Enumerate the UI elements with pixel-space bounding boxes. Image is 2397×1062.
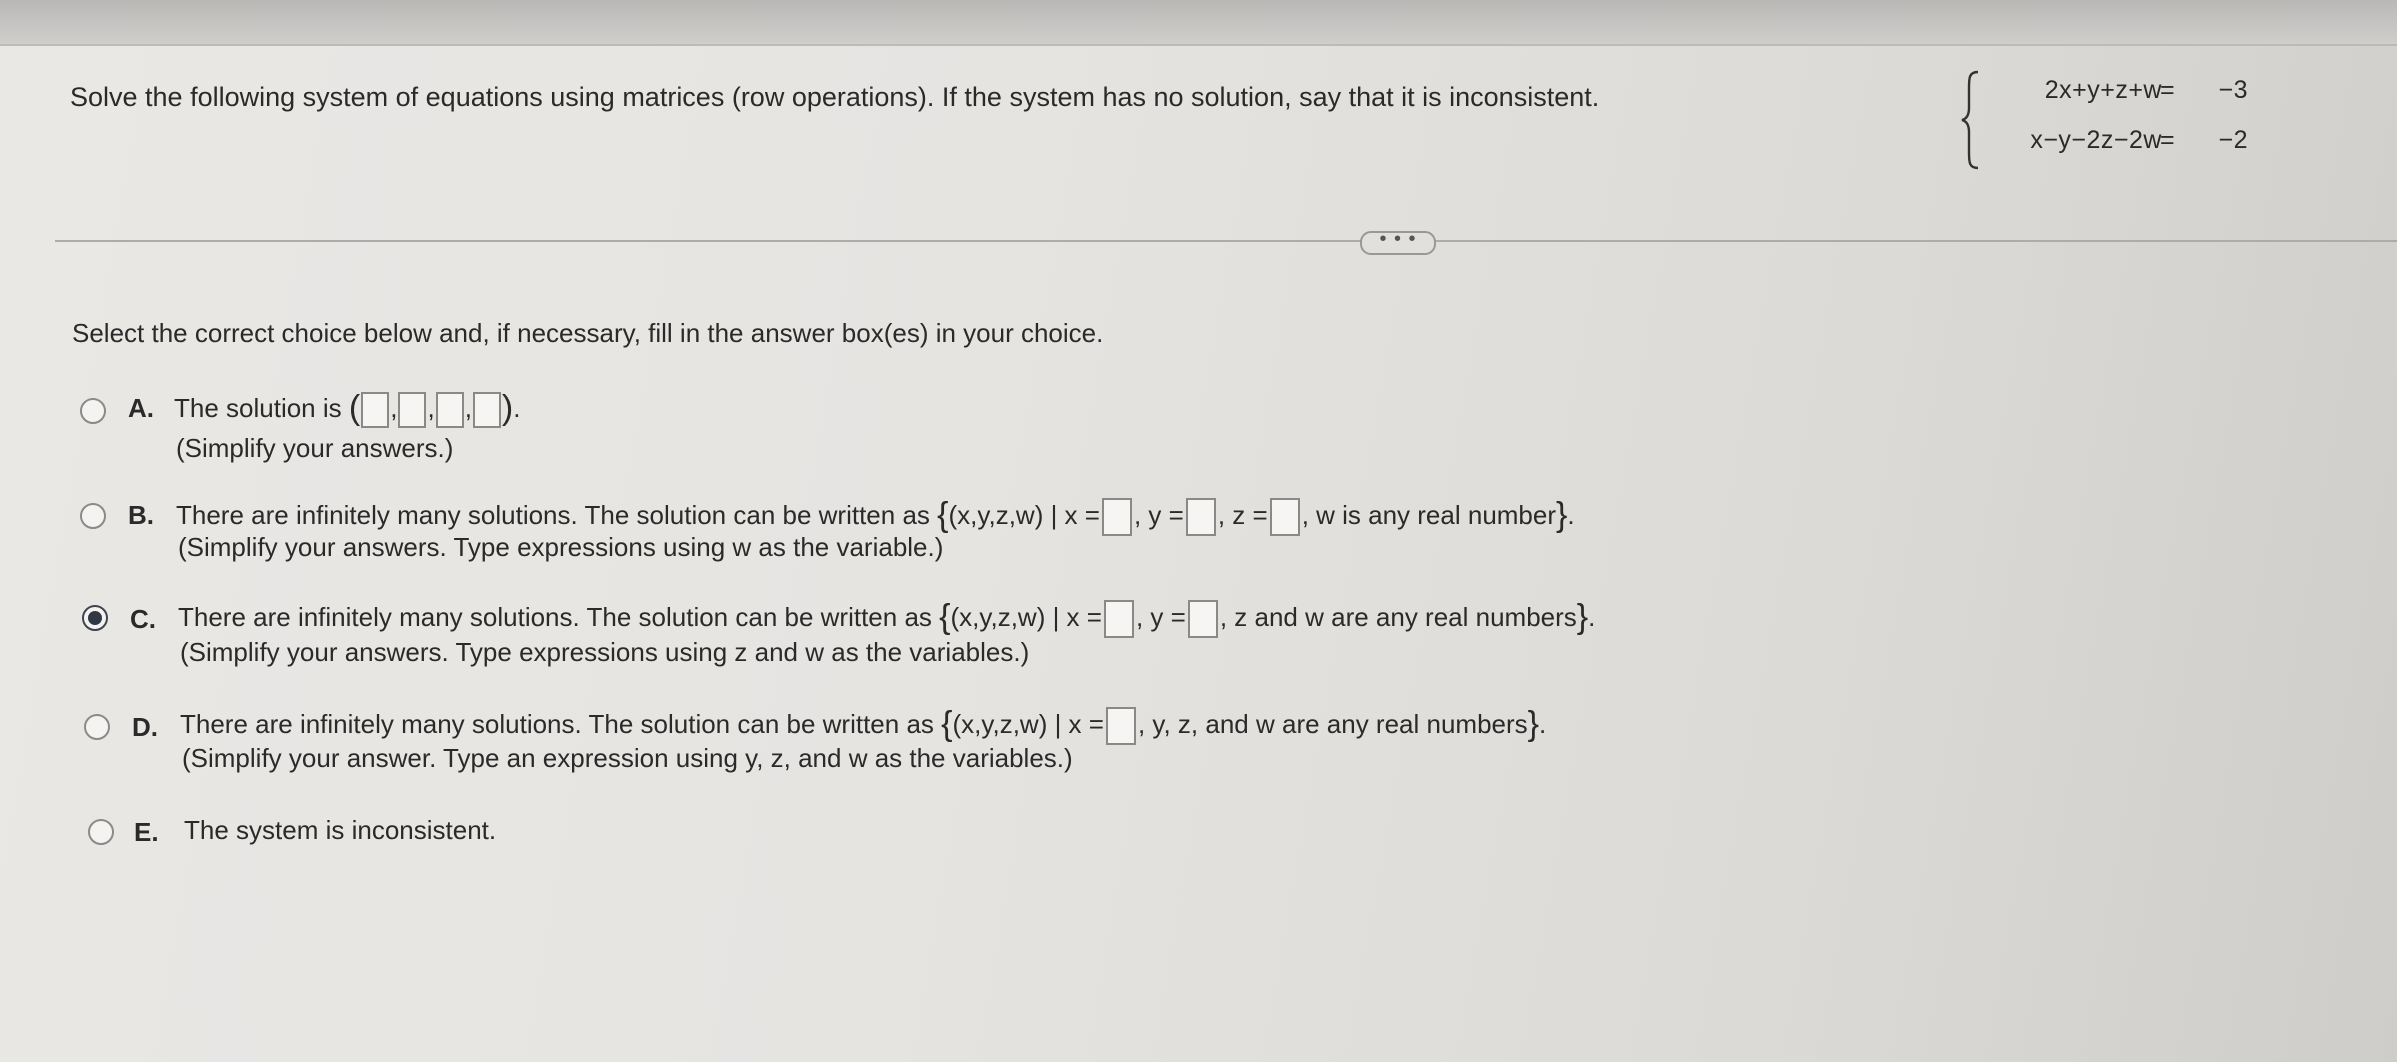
expand-more-button[interactable]: • • • <box>1360 231 1436 255</box>
choice-c-lead: There are infinitely many solutions. The solution can be written as <box>178 602 932 632</box>
radio-d[interactable] <box>84 714 110 740</box>
set-tail: , z and w are any real numbers <box>1219 602 1577 632</box>
choice-c-text: There are infinitely many solutions. The solution can be written as {(x,y,z,w) | x = , y = , z and w are any real numbers}. <box>178 598 1595 638</box>
answer-box-x[interactable] <box>1102 498 1132 536</box>
answer-box-y[interactable] <box>1188 600 1218 638</box>
choice-b-hint: (Simplify your answers. Type expressions using w as the variable.) <box>178 532 944 562</box>
equation-system <box>1960 70 2290 170</box>
section-divider <box>55 240 2397 242</box>
open-brace: { <box>937 496 949 534</box>
z-label: , z = <box>1217 500 1268 530</box>
choice-b-lead: There are infinitely many solutions. The solution can be written as <box>176 500 930 530</box>
choice-letter: A. <box>128 393 154 423</box>
equation-row-2 <box>1932 126 2292 156</box>
answer-box-y[interactable] <box>1186 498 1216 536</box>
choice-c-hint: (Simplify your answers. Type expressions using z and w as the variables.) <box>180 637 1030 667</box>
open-brace: { <box>939 598 951 636</box>
radio-b[interactable] <box>80 503 106 529</box>
choice-letter: E. <box>134 817 159 847</box>
choice-letter: D. <box>132 712 158 742</box>
choice-a-lead: The solution is <box>174 393 342 423</box>
instructions: Select the correct choice below and, if necessary, fill in the answer box(es) in your choice. <box>72 318 1104 348</box>
answer-box-z[interactable] <box>436 392 464 428</box>
close-brace: } <box>1556 496 1568 534</box>
choice-b-text: There are infinitely many solutions. The solution can be written as {(x,y,z,w) | x = , y = , z = , w is any real number}. <box>176 496 1575 536</box>
choice-d-hint: (Simplify your answer. Type an expression using y, z, and w as the variables.) <box>182 743 1073 773</box>
open-brace: { <box>941 705 953 743</box>
set-head: (x,y,z,w) | x = <box>948 500 1100 530</box>
choice-d-lead: There are infinitely many solutions. The solution can be written as <box>180 709 934 739</box>
browser-top-strip <box>0 0 2397 44</box>
equals-sign: = <box>2160 76 2176 104</box>
set-head: (x,y,z,w) | x = <box>950 602 1102 632</box>
equation-rhs: −3 <box>2218 76 2248 104</box>
close-paren: ) <box>501 389 514 427</box>
choice-a-text: The solution is ( , , , ). <box>174 389 521 427</box>
close-brace: } <box>1576 598 1589 636</box>
answer-box-x[interactable] <box>1106 707 1136 745</box>
choice-d-text: There are infinitely many solutions. The solution can be written as {(x,y,z,w) | x = , y, z, and w are any real numbers}. <box>180 705 1546 745</box>
answer-box-z[interactable] <box>1270 498 1300 536</box>
answer-box-x[interactable] <box>361 392 389 428</box>
set-tail: , w is any real number <box>1301 500 1557 530</box>
equation-row-1 <box>1932 76 2292 106</box>
answer-box-x[interactable] <box>1104 600 1134 638</box>
y-label: , y = <box>1135 602 1186 632</box>
choice-letter: B. <box>128 500 154 530</box>
choice-letter: C. <box>130 604 156 634</box>
radio-a[interactable] <box>80 398 106 424</box>
y-label: , y = <box>1133 500 1184 530</box>
open-paren: ( <box>348 389 361 427</box>
set-tail: , y, z, and w are any real numbers <box>1137 709 1528 739</box>
answer-box-w[interactable] <box>473 392 501 428</box>
radio-c-selected[interactable] <box>82 605 108 631</box>
equation-lhs: x−y−2z−2w <box>2030 126 2162 154</box>
equation-rhs: −2 <box>2218 126 2248 154</box>
choice-e-text: The system is inconsistent. <box>184 815 497 845</box>
close-brace: } <box>1527 705 1540 743</box>
radio-e[interactable] <box>88 819 114 845</box>
set-head: (x,y,z,w) | x = <box>952 709 1104 739</box>
choice-a-hint: (Simplify your answers.) <box>176 433 454 463</box>
period: . <box>513 393 521 423</box>
answer-box-y[interactable] <box>398 392 426 428</box>
question-prompt: Solve the following system of equations using matrices (row operations). If the system has no solution, say that it is inconsistent. <box>70 82 1600 112</box>
equation-lhs: 2x+y+z+w <box>2044 76 2162 104</box>
equals-sign: = <box>2160 126 2176 154</box>
